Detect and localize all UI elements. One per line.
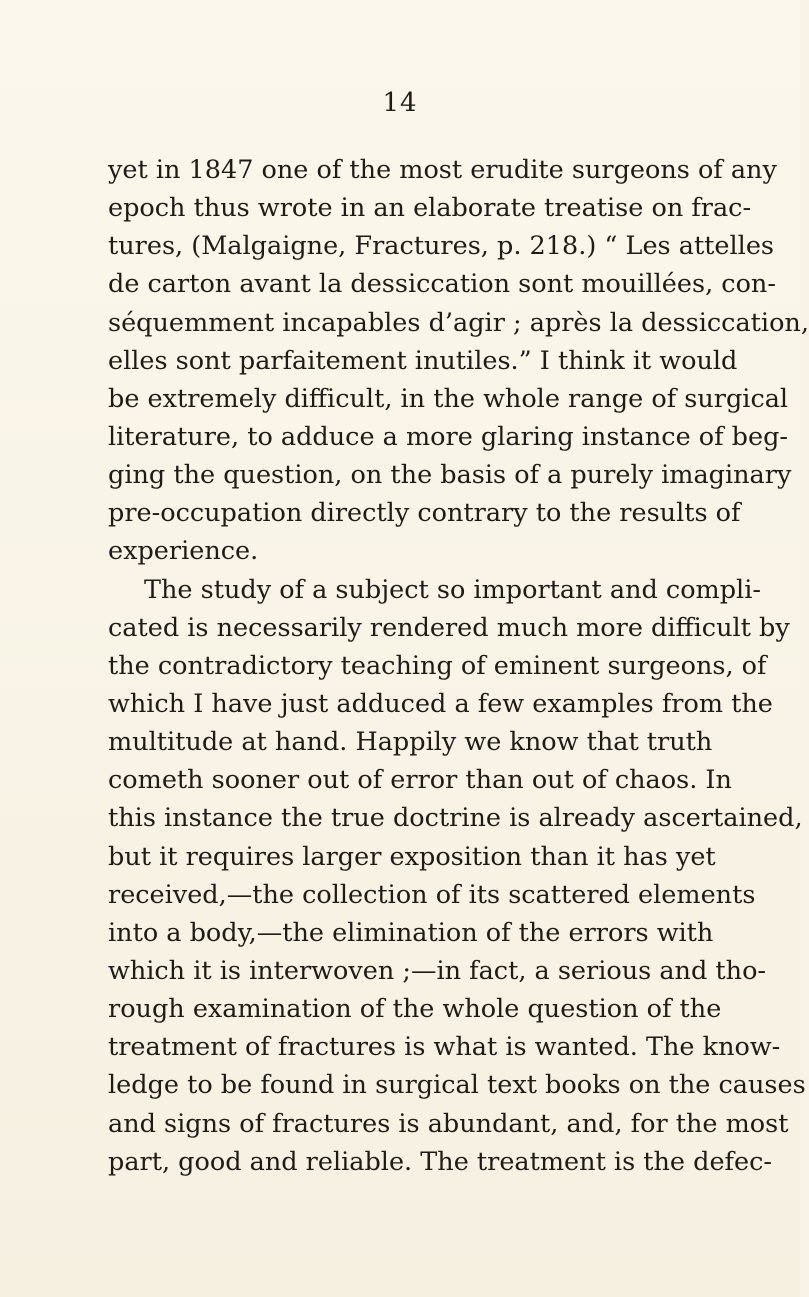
text-line: cometh sooner out of error than out of chaos. In [108, 765, 732, 796]
text-line: yet in 1847 one of the most erudite surgeons of any [108, 155, 777, 185]
text-line: which I have just adduced a few examples from the [108, 688, 773, 719]
text-line: literature, to adduce a more glaring instance of beg- [108, 421, 789, 452]
text-line: treatment of fractures is what is wanted. The know- [108, 1032, 781, 1063]
text-line: séquemment incapables d’agir ; après la dessiccation, [108, 307, 809, 338]
text-line: received,—the collection of its scattered elements [108, 879, 756, 910]
page-number: 14 [382, 88, 418, 118]
text-line: epoch thus wrote in an elaborate treatise on frac- [108, 193, 752, 224]
text-line: this instance the true doctrine is already ascertained, [108, 803, 803, 834]
text-line: multitude at hand. Happily we know that truth [108, 727, 713, 758]
text-line: The study of a subject so important and compli- [144, 574, 761, 605]
text-line: pre-occupation directly contrary to the results of [108, 498, 741, 529]
text-line: be extremely difficult, in the whole range of surgical [108, 383, 789, 414]
body-text [108, 151, 809, 1181]
text-line: into a body,—the elimination of the errors with [108, 917, 714, 948]
text-line: tures, (Malgaigne, Fractures, p. 218.) “ Les attelles [108, 231, 775, 262]
text-line: and signs of fractures is abundant, and, for the most [108, 1108, 789, 1139]
text-line: rough examination of the whole question of the [108, 994, 722, 1025]
text-line: which it is interwoven ;—in fact, a serious and tho- [108, 955, 767, 986]
text-line: experience. [108, 536, 259, 567]
text-line: ledge to be found in surgical text books on the causes [108, 1070, 806, 1101]
text-line: de carton avant la dessiccation sont mouillées, con- [108, 269, 776, 300]
text-line: the contradictory teaching of eminent surgeons, of [108, 650, 767, 681]
text-line: elles sont parfaitement inutiles.” I think it would [108, 345, 738, 376]
text-line: part, good and reliable. The treatment is the defec- [108, 1146, 772, 1177]
text-line: but it requires larger exposition than it has yet [108, 841, 716, 872]
text-line: cated is necessarily rendered much more difficult by [108, 612, 790, 643]
text-line: ging the question, on the basis of a purely imaginary [108, 460, 792, 491]
